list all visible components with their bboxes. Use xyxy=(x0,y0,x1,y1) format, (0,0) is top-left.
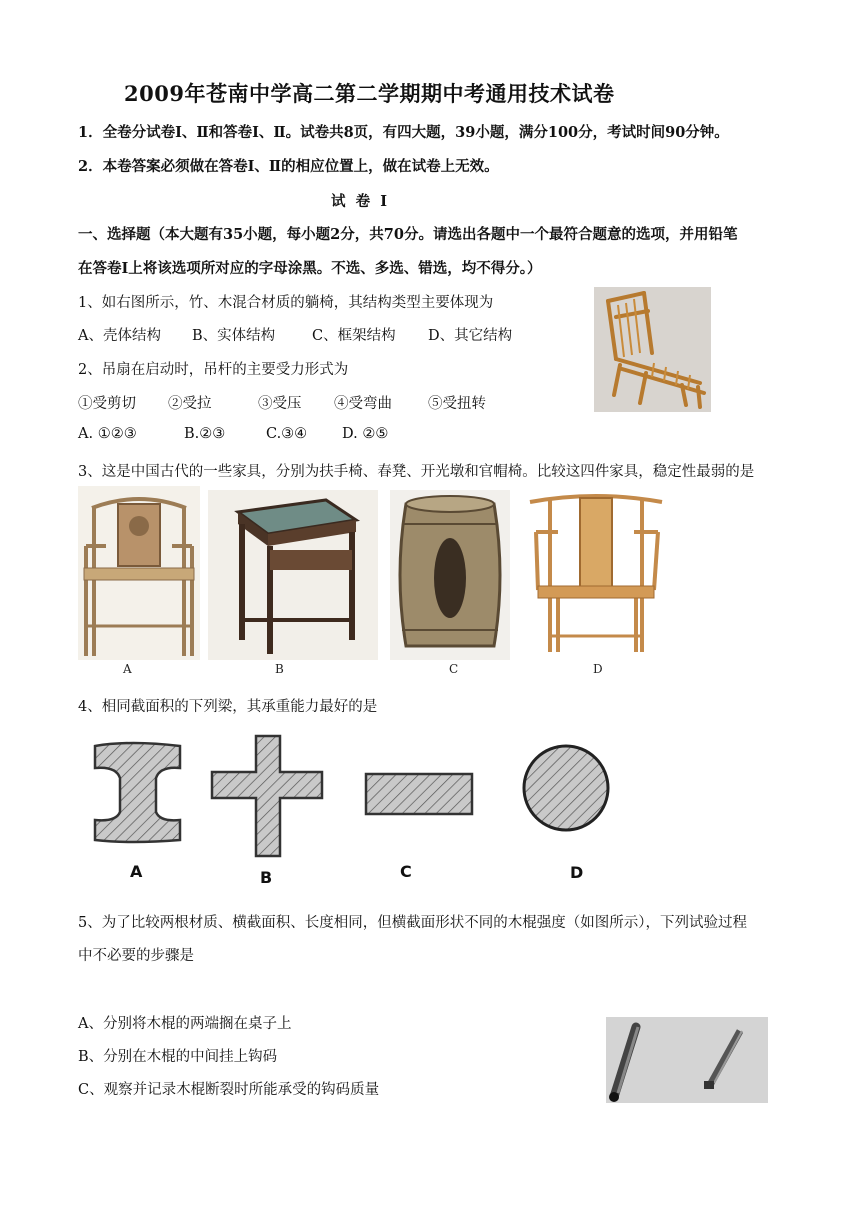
q2-option-d: D. ②⑤ xyxy=(342,426,389,442)
q2-force-5: ⑤受扭转 xyxy=(428,396,486,412)
q2-option-b: B.②③ xyxy=(184,426,226,442)
q2-option-c: C.③④ xyxy=(266,426,308,442)
q4-label-c: C xyxy=(400,862,412,881)
q2-force-1: ①受剪切 xyxy=(78,396,136,412)
q5-stem-line-2: 中不必要的步骤是 xyxy=(78,948,194,964)
official-hat-chair-image xyxy=(524,490,668,660)
circle-section xyxy=(524,746,608,830)
armchair-image xyxy=(78,486,200,660)
q2-force-3: ③受压 xyxy=(258,396,302,412)
q1-option-a: A、壳体结构 xyxy=(78,328,161,344)
rectangle-section xyxy=(366,774,472,814)
q1-option-c: C、框架结构 xyxy=(312,328,396,344)
part-one-line-2: 在答卷Ⅰ上将该选项所对应的字母涂黑。不选、多选、错选，均不得分。） xyxy=(78,260,542,277)
open-stool-image xyxy=(390,490,510,660)
note-2: 2．本卷答案必须做在答卷Ⅰ、Ⅱ的相应位置上，做在试卷上无效。 xyxy=(78,158,499,175)
q3-label-c: C xyxy=(449,662,459,676)
q1-stem: 1、如右图所示，竹、木混合材质的躺椅，其结构类型主要体现为 xyxy=(78,295,494,311)
q3-stem: 3、这是中国古代的一些家具，分别为扶手椅、春凳、开光墩和官帽椅。比较这四件家具，稳定性最弱的是 xyxy=(78,464,755,480)
page-title: 2009年苍南中学高二第二学期期中考通用技术试卷 xyxy=(124,81,615,106)
q2-force-4: ④受弯曲 xyxy=(334,396,392,412)
q4-stem: 4、相同截面积的下列梁，其承重能力最好的是 xyxy=(78,699,378,715)
q5-option-b: B、分别在木棍的中间挂上钩码 xyxy=(78,1049,278,1065)
q1-option-d: D、其它结构 xyxy=(428,328,513,344)
i-beam-section xyxy=(95,743,180,842)
q2-force-2: ②受拉 xyxy=(168,396,212,412)
spring-bench-image xyxy=(208,490,378,660)
q3-label-a: A xyxy=(123,662,132,676)
section-title: 试 卷 Ⅰ xyxy=(331,193,387,210)
note-1: 1．全卷分试卷Ⅰ、Ⅱ和答卷Ⅰ、Ⅱ。试卷共8页，有四大题，39小题，满分100分，考试时间90分钟。 xyxy=(78,124,729,141)
deck-chair-image xyxy=(594,287,711,412)
q2-stem: 2、吊扇在启动时，吊杆的主要受力形式为 xyxy=(78,362,349,378)
q4-label-d: D xyxy=(570,863,584,882)
q1-option-b: B、实体结构 xyxy=(192,328,276,344)
part-one-line-1: 一、选择题（本大题有35小题，每小题2分，共70分。请选出各题中一个最符合题意的选项，并用铅笔 xyxy=(78,226,738,243)
q5-stem-line-1: 5、为了比较两根材质、横截面积、长度相同，但横截面形状不同的木棍强度（如图所示），下列试验过程 xyxy=(78,915,747,931)
q5-option-a: A、分别将木棍的两端搁在桌子上 xyxy=(78,1016,292,1032)
q3-label-d: D xyxy=(593,662,603,676)
q3-label-b: B xyxy=(275,662,284,676)
beam-cross-sections xyxy=(80,728,620,890)
q4-label-a: A xyxy=(130,862,143,881)
q4-label-b: B xyxy=(260,868,273,887)
q2-option-a: A. ①②③ xyxy=(78,426,137,442)
cross-section xyxy=(212,736,322,856)
q5-option-c: C、观察并记录木棍断裂时所能承受的钩码质量 xyxy=(78,1082,380,1098)
wooden-sticks-image xyxy=(606,1017,768,1103)
